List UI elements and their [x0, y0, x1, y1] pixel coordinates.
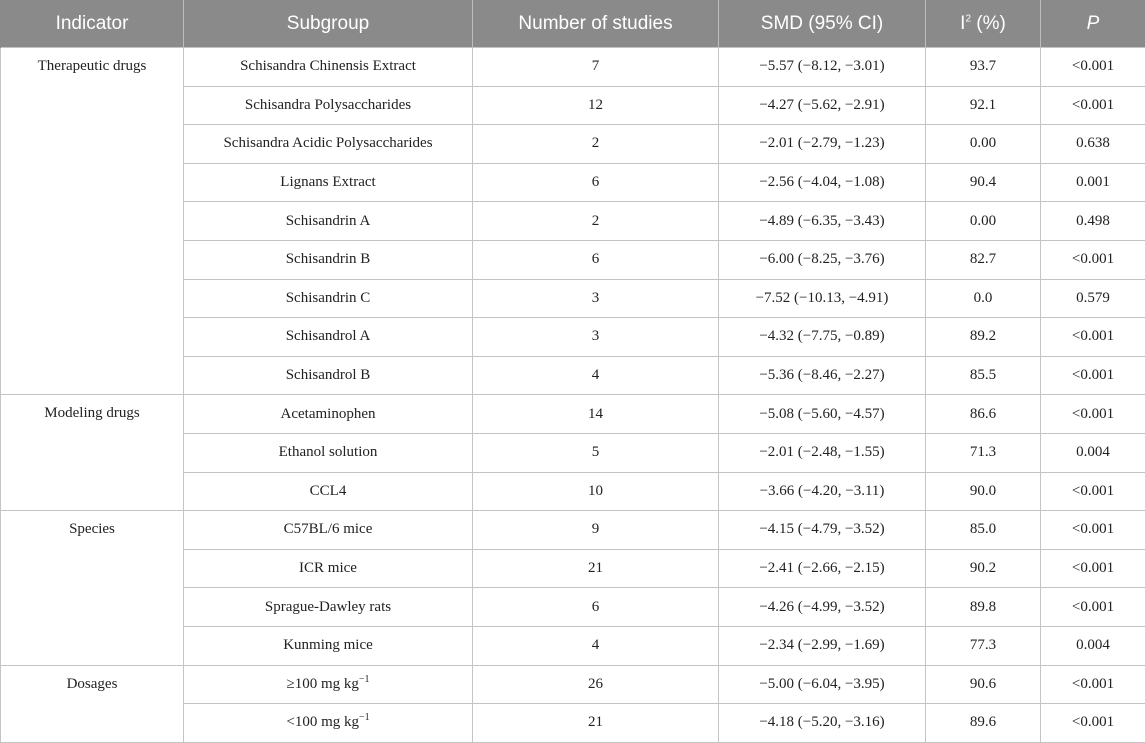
- studies-cell: 2: [473, 202, 719, 241]
- subgroup-cell: [184, 240, 473, 279]
- i2-cell: 85.0: [926, 511, 1041, 550]
- smd-cell: −2.56 (−4.04, −1.08): [719, 163, 926, 202]
- smd-cell: −4.89 (−6.35, −3.43): [719, 202, 926, 241]
- subgroup-label: Schisandrol B: [286, 367, 371, 383]
- table-row: [1, 48, 1145, 87]
- smd-cell: −2.01 (−2.79, −1.23): [719, 125, 926, 164]
- smd-cell: −7.52 (−10.13, −4.91): [719, 279, 926, 318]
- studies-cell: 7: [473, 48, 719, 87]
- header-subgroup: Subgroup: [184, 0, 473, 48]
- header-i2-sup: 2: [965, 13, 971, 24]
- studies-cell: 6: [473, 588, 719, 627]
- subgroup-cell: [184, 549, 473, 588]
- i2-cell: 85.5: [926, 356, 1041, 395]
- i2-cell: 86.6: [926, 395, 1041, 434]
- smd-cell: −3.66 (−4.20, −3.11): [719, 472, 926, 511]
- studies-cell: 9: [473, 511, 719, 550]
- i2-cell: 77.3: [926, 626, 1041, 665]
- p-value-cell: <0.001: [1041, 588, 1145, 627]
- i2-cell: 0.00: [926, 125, 1041, 164]
- studies-cell: 14: [473, 395, 719, 434]
- smd-cell: −6.00 (−8.25, −3.76): [719, 240, 926, 279]
- studies-cell: 4: [473, 626, 719, 665]
- p-value-cell: 0.004: [1041, 433, 1145, 472]
- subgroup-label: C57BL/6 mice: [284, 521, 373, 537]
- p-value-cell: <0.001: [1041, 48, 1145, 87]
- header-i2-suffix: (%): [971, 13, 1006, 34]
- table-body: [1, 48, 1145, 743]
- p-value-cell: <0.001: [1041, 472, 1145, 511]
- subgroup-label: Schisandra Chinensis Extract: [240, 58, 416, 74]
- subgroup-label: Sprague-Dawley rats: [265, 599, 391, 615]
- smd-cell: −4.27 (−5.62, −2.91): [719, 86, 926, 125]
- i2-cell: 90.4: [926, 163, 1041, 202]
- subgroup-cell: [184, 588, 473, 627]
- studies-cell: 3: [473, 318, 719, 357]
- smd-cell: −5.00 (−6.04, −3.95): [719, 665, 926, 704]
- subgroup-label: Schisandra Acidic Polysaccharides: [223, 135, 432, 151]
- subgroup-label: <100 mg kg: [286, 714, 359, 730]
- i2-cell: 90.6: [926, 665, 1041, 704]
- subgroup-unit-exponent: −1: [359, 712, 370, 723]
- studies-cell: 6: [473, 240, 719, 279]
- subgroup-label: Lignans Extract: [280, 174, 375, 190]
- subgroup-cell: [184, 395, 473, 434]
- subgroup-cell: [184, 626, 473, 665]
- i2-cell: 0.00: [926, 202, 1041, 241]
- subgroup-label: ICR mice: [299, 560, 357, 576]
- subgroup-label: Schisandrin B: [286, 251, 371, 267]
- indicator-cell: Therapeutic drugs: [1, 48, 184, 395]
- smd-cell: −5.08 (−5.60, −4.57): [719, 395, 926, 434]
- p-value-cell: <0.001: [1041, 549, 1145, 588]
- subgroup-label: ≥100 mg kg: [286, 676, 358, 692]
- table-row: [1, 395, 1145, 434]
- header-smd: SMD (95% CI): [719, 0, 926, 48]
- smd-cell: −5.57 (−8.12, −3.01): [719, 48, 926, 87]
- i2-cell: 90.2: [926, 549, 1041, 588]
- studies-cell: 2: [473, 125, 719, 164]
- p-value-cell: 0.004: [1041, 626, 1145, 665]
- subgroup-label: Schisandrol A: [286, 328, 371, 344]
- subgroup-cell: [184, 356, 473, 395]
- studies-cell: 21: [473, 549, 719, 588]
- i2-cell: 89.2: [926, 318, 1041, 357]
- subgroup-unit-exponent: −1: [359, 674, 370, 685]
- subgroup-cell: [184, 48, 473, 87]
- p-value-cell: <0.001: [1041, 395, 1145, 434]
- p-value-cell: <0.001: [1041, 511, 1145, 550]
- p-value-cell: <0.001: [1041, 704, 1145, 743]
- header-i2-base: I: [960, 13, 965, 34]
- header-p: P: [1041, 0, 1145, 48]
- p-value-cell: 0.001: [1041, 163, 1145, 202]
- studies-cell: 26: [473, 665, 719, 704]
- subgroup-cell: [184, 472, 473, 511]
- p-value-cell: 0.579: [1041, 279, 1145, 318]
- subgroup-label: CCL4: [310, 483, 347, 499]
- i2-cell: 89.8: [926, 588, 1041, 627]
- p-value-cell: <0.001: [1041, 240, 1145, 279]
- table-header: [1, 0, 1145, 48]
- subgroup-cell: [184, 665, 473, 704]
- smd-cell: −2.41 (−2.66, −2.15): [719, 549, 926, 588]
- subgroup-cell: [184, 125, 473, 164]
- smd-cell: −2.01 (−2.48, −1.55): [719, 433, 926, 472]
- subgroup-cell: [184, 511, 473, 550]
- studies-cell: 12: [473, 86, 719, 125]
- studies-cell: 3: [473, 279, 719, 318]
- subgroup-cell: [184, 704, 473, 743]
- subgroup-cell: [184, 318, 473, 357]
- header-indicator: Indicator: [1, 0, 184, 48]
- smd-cell: −5.36 (−8.46, −2.27): [719, 356, 926, 395]
- table-row: [1, 511, 1145, 550]
- studies-cell: 10: [473, 472, 719, 511]
- i2-cell: 89.6: [926, 704, 1041, 743]
- i2-cell: 92.1: [926, 86, 1041, 125]
- header-row: [1, 0, 1145, 48]
- subgroup-cell: [184, 279, 473, 318]
- subgroup-label: Schisandra Polysaccharides: [245, 97, 411, 113]
- p-value-cell: 0.638: [1041, 125, 1145, 164]
- smd-cell: −4.32 (−7.75, −0.89): [719, 318, 926, 357]
- i2-cell: 90.0: [926, 472, 1041, 511]
- smd-cell: −4.18 (−5.20, −3.16): [719, 704, 926, 743]
- indicator-cell: Modeling drugs: [1, 395, 184, 511]
- studies-cell: 21: [473, 704, 719, 743]
- smd-cell: −4.15 (−4.79, −3.52): [719, 511, 926, 550]
- indicator-cell: Dosages: [1, 665, 184, 742]
- header-i2: [926, 0, 1041, 48]
- p-value-cell: <0.001: [1041, 665, 1145, 704]
- subgroup-cell: [184, 202, 473, 241]
- subgroup-label: Kunming mice: [283, 637, 373, 653]
- studies-cell: 6: [473, 163, 719, 202]
- subgroup-cell: [184, 433, 473, 472]
- subgroup-label: Schisandrin C: [286, 290, 371, 306]
- smd-cell: −2.34 (−2.99, −1.69): [719, 626, 926, 665]
- p-value-cell: 0.498: [1041, 202, 1145, 241]
- indicator-cell: Species: [1, 511, 184, 665]
- p-value-cell: <0.001: [1041, 356, 1145, 395]
- i2-cell: 93.7: [926, 48, 1041, 87]
- studies-cell: 5: [473, 433, 719, 472]
- subgroup-label: Ethanol solution: [279, 444, 378, 460]
- header-number-of-studies: Number of studies: [473, 0, 719, 48]
- i2-cell: 71.3: [926, 433, 1041, 472]
- p-value-cell: <0.001: [1041, 86, 1145, 125]
- i2-cell: 0.0: [926, 279, 1041, 318]
- smd-cell: −4.26 (−4.99, −3.52): [719, 588, 926, 627]
- p-value-cell: <0.001: [1041, 318, 1145, 357]
- subgroup-cell: [184, 86, 473, 125]
- studies-cell: 4: [473, 356, 719, 395]
- subgroup-cell: [184, 163, 473, 202]
- subgroup-label: Acetaminophen: [281, 406, 376, 422]
- i2-cell: 82.7: [926, 240, 1041, 279]
- subgroup-label: Schisandrin A: [286, 213, 371, 229]
- table-row: [1, 665, 1145, 704]
